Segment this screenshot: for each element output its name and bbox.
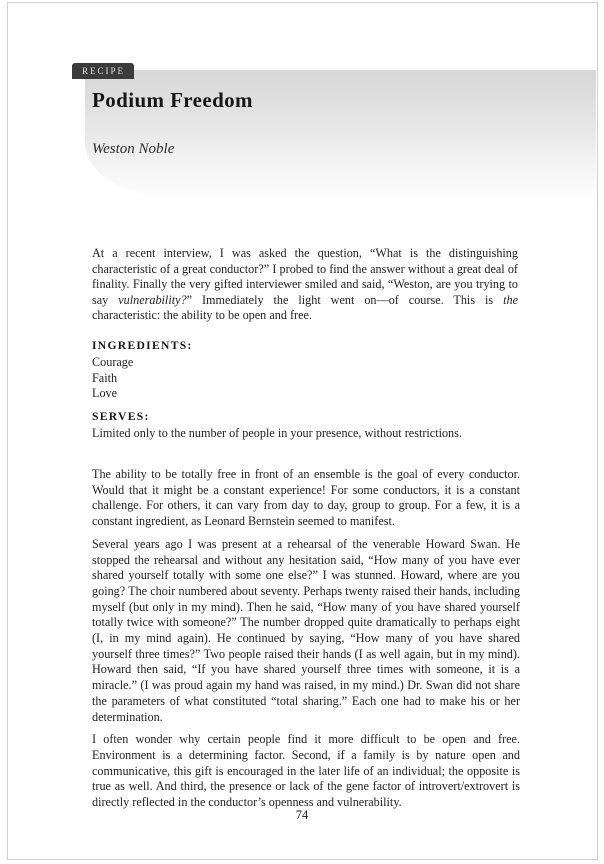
ingredient-item: Courage [92, 355, 134, 370]
body-paragraph-1: The ability to be totally free in front of an ensemble is the goal of every conductor. Would that it might be a constant experience! For some conductors, it is a constant challenge. For others, it can vary from day to day, group to group. For a few, it is a constant ingredient, as Leonard Bernstein seemed to manifest. [92, 467, 520, 529]
body-paragraph-3: I often wonder why certain people find it more difficult to be open and free. Environment is a determining factor. Second, if a family is by nature open and communicative, this gift is encouraged in the later life of an individual; the opposite is true as well. And third, the presence or lack of the gene factor of introvert/extrovert is directly reflected in the conductor’s openness and vulnerability. [92, 732, 520, 810]
page-number: 74 [295, 808, 309, 822]
ingredients-heading: INGREDIENTS: [92, 339, 193, 352]
intro-paragraph: At a recent interview, I was asked the question, “What is the distinguishing characteristic of a great conductor?” I probed to find the answer without a great deal of finality. Finally the very gifted interviewer smiled and said, “Weston, are you trying to say vulnerability?” Immediately the light went on—of course. This is the characteristic: the ability to be open and free. [92, 246, 519, 323]
body-paragraph-2: Several years ago I was present at a rehearsal of the venerable Howard Swan. He stopped the rehearsal and without any hesitation said, “How many of you have ever shared yourself totally with some one else?” I was stunned. Howard, where are you going? The choir numbered about seventy. Perhaps twenty raised their hands, including myself (but only in my mind). Then he said, “How many of you have shared yourself totally twice with someone?” The number dropped quite dramatically to perhaps eight (I, in my mind again). He continued by saying, “How many of you have shared yourself three times?” Two people raised their hands (I as well again, but in my mind). Howard then said, “If you have shared yourself three times with someone, it is a miracle.” (I was proud again my hand was raised, in my mind.) Dr. Swan did not share the parameters of what constituted “total sharing.” Each one had to make his or her determination. [92, 536, 520, 724]
author-name: Weston Noble [92, 141, 175, 157]
ingredient-item: Faith [92, 370, 118, 385]
serves-text: Limited only to the number of people in your presence, without restrictions. [92, 426, 462, 441]
serves-heading: SERVES: [92, 410, 150, 423]
ingredients-section [92, 338, 518, 401]
recipe-tag: RECIPE [72, 63, 134, 79]
ingredient-item: Love [92, 385, 118, 400]
serves-section [92, 409, 518, 442]
body-text [92, 467, 520, 818]
page-title: Podium Freedom [92, 88, 253, 112]
